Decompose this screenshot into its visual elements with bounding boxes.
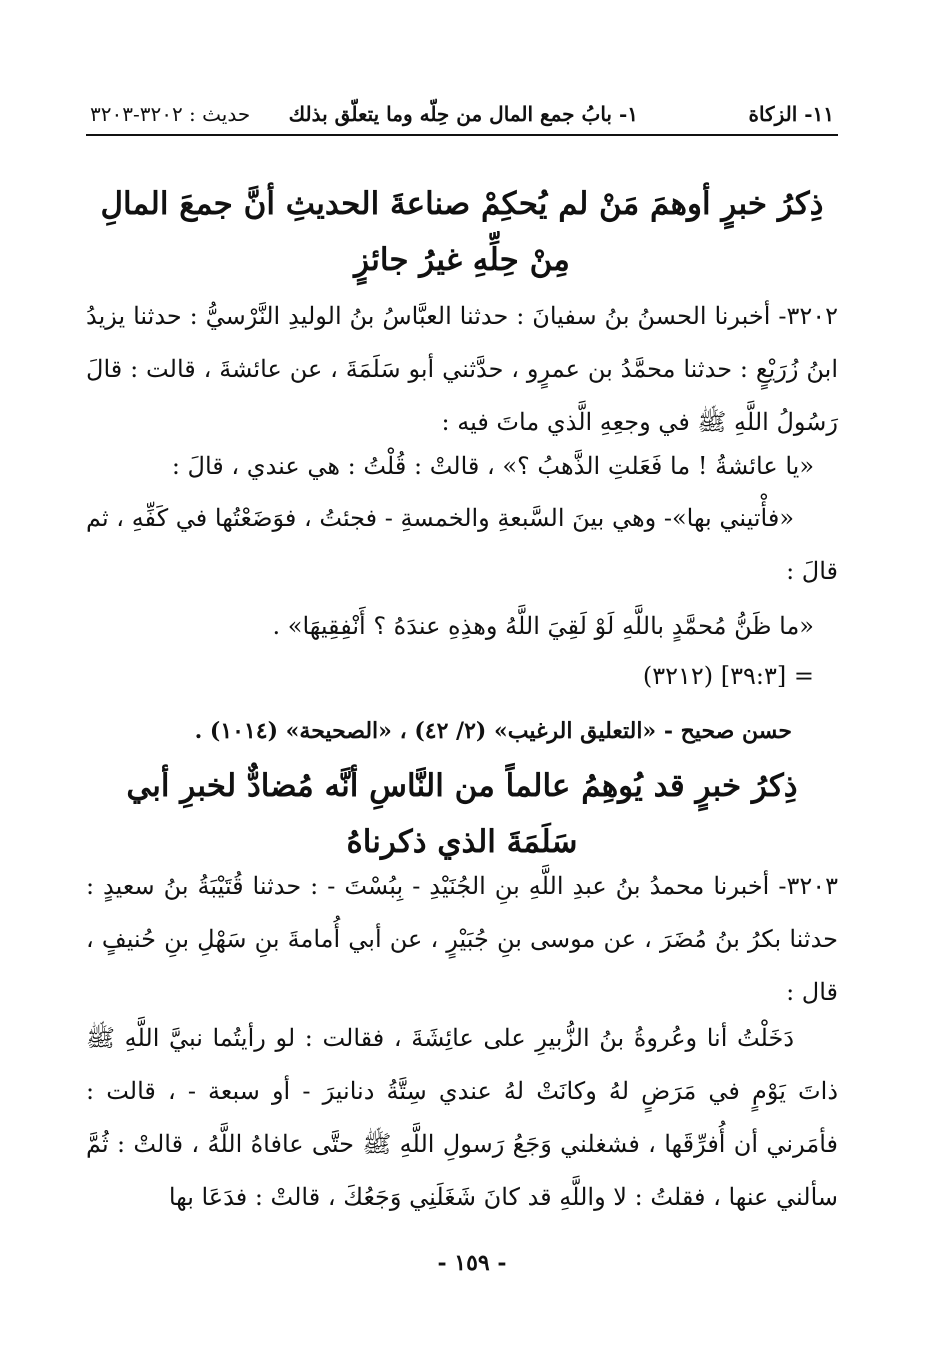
hadith-3203-isnad: ٣٢٠٣- أخبرنا محمدُ بنُ عبدِ اللَّهِ بنِ الجُنَيْدِ - بِبُسْتَ - : حدثنا قُتَيْبَةُ بنُ سعيدٍ : حدثنا بكرُ بنُ مُضَرَ ، عن موسى بنِ جُبَيْرٍ ، عن أبي أُمامةَ بنِ سَهْلِ بنِ حُنيفٍ ، قال : xyxy=(86,872,838,1006)
hadith-3202-quote-2: «فأْتيني بها»- وهي بينَ السَّبعةِ والخمسةِ - فجئتُ ، فوَضَعْتُها في كَفِّهِ ، ثم قالَ : xyxy=(86,504,838,585)
section-title: ١- بابُ جمع المال من حِلّه وما يتعلّق بذلك xyxy=(288,102,638,126)
page-number: - ١٥٩ - xyxy=(437,1250,507,1276)
hadith-3203-matn: دَخَلْتُ أنا وعُروةُ بنُ الزُّبيرِ على عائِشَةَ ، فقالت : لو رأيتُما نبيَّ اللَّهِ ﷺ ذاتَ يَوْمٍ في مَرَضٍ لهُ وكانَتْ لهُ عندي سِتَّةُ دنانيرَ - أو سبعة - ، قالت : فأمَرني أن أُفرِّقَها ، فشغلني وَجَعُ رَسولِ اللَّهِ ﷺ حتَّى عافاهُ اللَّهُ ، قالتْ : ثُمَّ سألني عنها ، فقلتُ : لا واللَّهِ قد كانَ شَغَلَنِي وَجَعُكَ ، قالتْ : فدَعَا بها xyxy=(86,1024,838,1211)
hadith-3202-reference: = [٣٩:٣] (٣٢١٢) xyxy=(642,662,814,690)
running-header xyxy=(86,100,838,136)
chapter-heading-1: ذِكرُ خبرٍ أوهمَ مَنْ لم يُحكِمْ صناعةَ الحديثِ أنَّ جمعَ المالِ مِنْ حِلِّهِ غيرُ جائزٍ xyxy=(100,186,824,278)
chapter-title: ١١- الزكاة xyxy=(748,102,834,126)
grading-note: حسن صحيح - «التعليق الرغيب» (٢/ ٤٢) ، «الصحيحة» (١٠١٤) . xyxy=(194,718,792,744)
hadith-range: حديث : ٣٢٠٢-٣٢٠٣ xyxy=(90,102,251,126)
hadith-3202-quote-1: «يا عائشةُ ! ما فَعَلتِ الذَّهبُ ؟» ، قالتْ : قُلْتُ : هي عندي ، قالَ : xyxy=(171,452,814,480)
hadith-3202-quote-3: «ما ظَنُّ مُحمَّدٍ باللَّهِ لَوْ لَقِيَ اللَّهُ وهذِهِ عندَهُ ؟ أَنْفِقِيهَا» . xyxy=(272,612,814,640)
chapter-heading-2: ذِكرُ خبرٍ قد يُوهِمُ عالماً من النَّاسِ أنَّه مُضادٌّ لخبرِ أبي سَلَمَةَ الذي ذكرناهُ xyxy=(126,768,798,860)
hadith-3202-isnad: ٣٢٠٢- أخبرنا الحسنُ بنُ سفيانَ : حدثنا العبَّاسُ بنُ الوليدِ النَّرْسيُّ : حدثنا يزيدُ ابنُ زُرَيْعٍ : حدثنا محمَّدُ بن عمرٍو ، حدَّثني أبو سَلَمَةَ ، عن عائشةَ ، قالت : قالَ رَسُولُ اللَّهِ ﷺ في وجعِهِ الَّذي ماتَ فيه : xyxy=(86,302,838,436)
